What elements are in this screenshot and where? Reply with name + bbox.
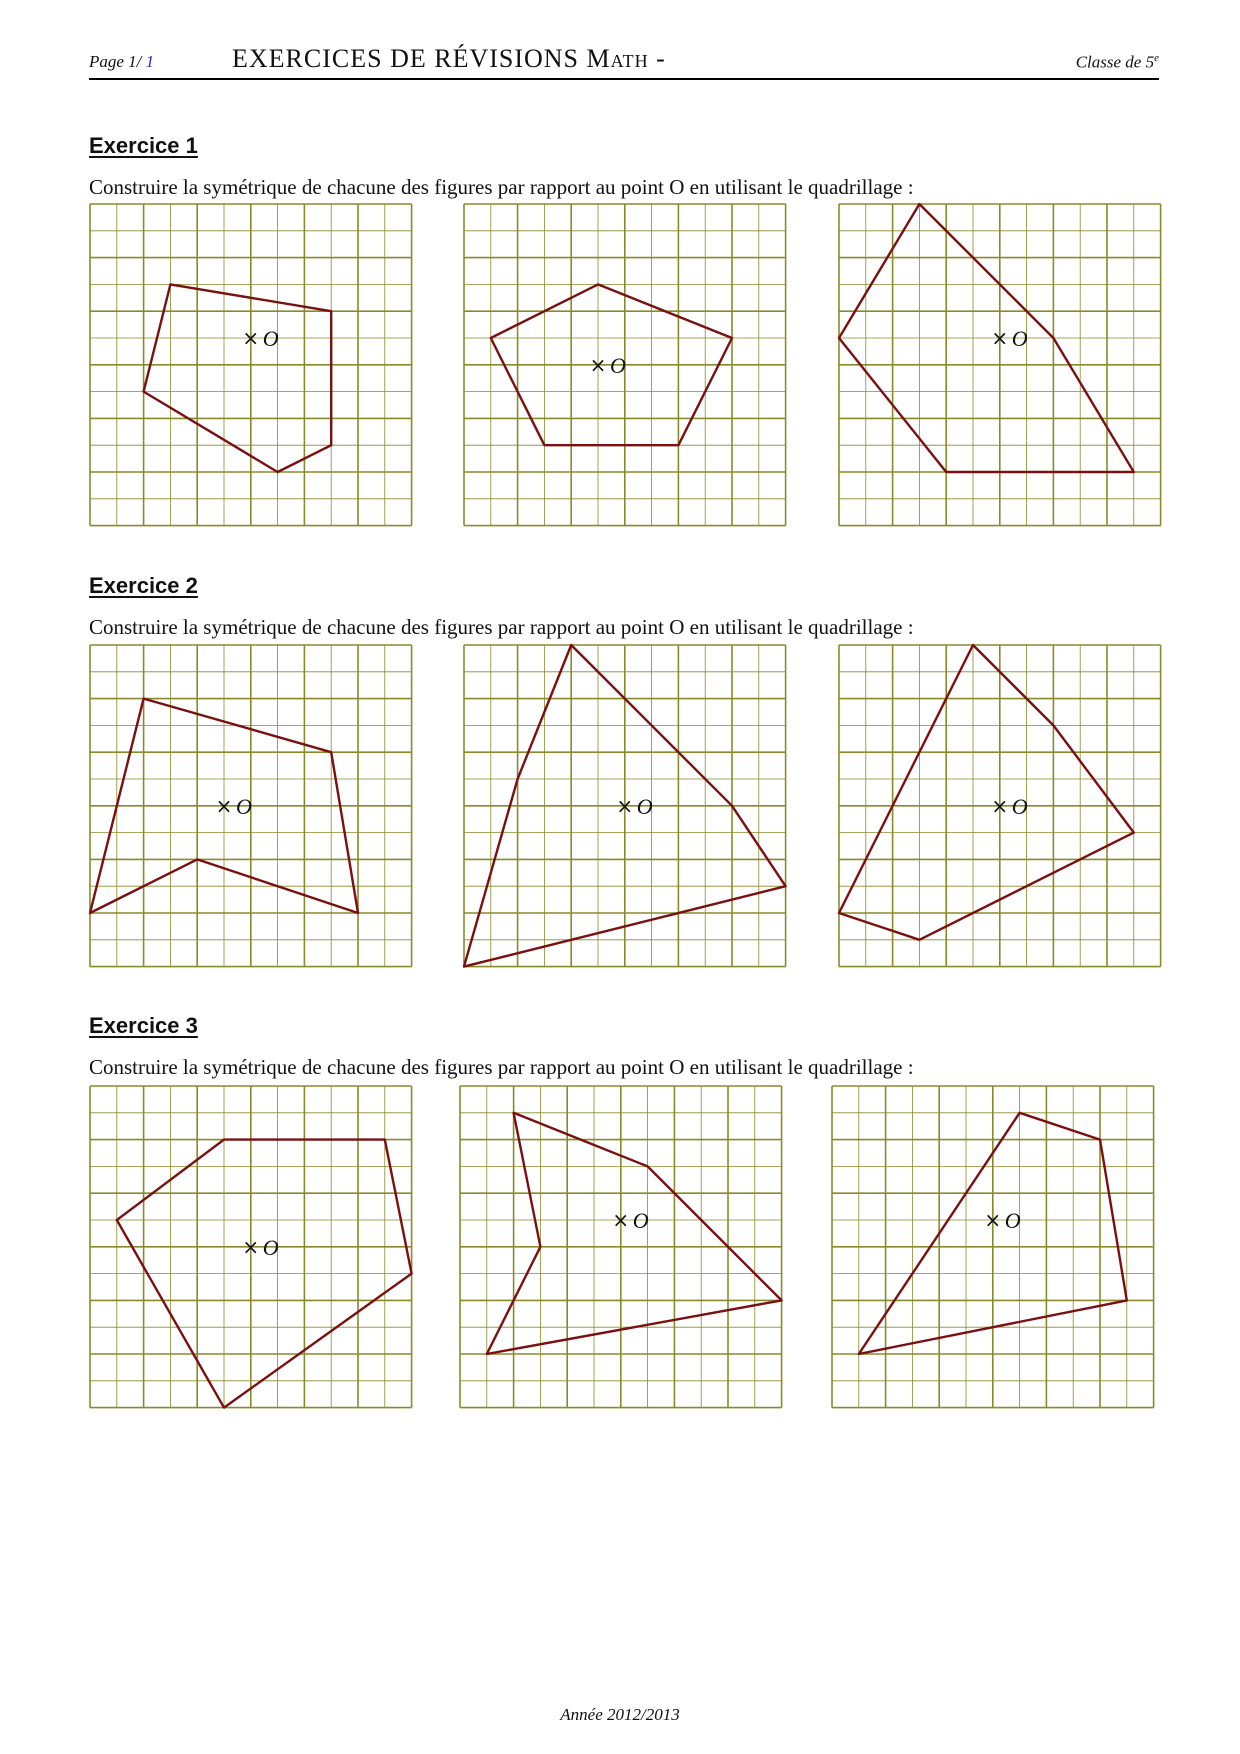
- exercise-2-instruction: Construire la symétrique de chacune des figures par rapport au point O en utilisant le quadrillage :: [89, 615, 914, 639]
- class-label: Classe de 5e: [1075, 52, 1159, 72]
- exercise-3-instruction: Construire la symétrique de chacune des figures par rapport au point O en utilisant le quadrillage :: [89, 1055, 914, 1079]
- center-point-cross-icon: ×: [215, 793, 233, 818]
- center-point-label: O: [262, 1234, 279, 1260]
- grid-figure-1: [89, 203, 413, 527]
- page-total-link[interactable]: 1: [145, 52, 155, 71]
- exercise-2-title: Exercice 2: [89, 573, 198, 598]
- grid-figure-9: [831, 1085, 1155, 1409]
- grid-figure-2: [463, 203, 787, 527]
- page-header: [89, 42, 1159, 78]
- center-point-label: O: [636, 793, 653, 819]
- center-point-label: O: [632, 1208, 649, 1233]
- page-number: Page 1/ 1: [89, 52, 155, 71]
- center-point-cross-icon: ×: [589, 352, 607, 377]
- exercise-1-title: Exercice 1: [89, 133, 198, 158]
- figure-polygon: [487, 1113, 782, 1354]
- center-point-label: O: [262, 326, 279, 351]
- figure-polygon: [839, 645, 1134, 940]
- grid-figure-3: [838, 203, 1162, 527]
- grid-figure-8: [459, 1085, 783, 1409]
- center-point-cross-icon: ×: [991, 326, 1009, 350]
- center-point-cross-icon: ×: [984, 1208, 1002, 1232]
- header-rule: [89, 78, 1159, 80]
- center-point-label: O: [236, 793, 252, 819]
- grid-figure-4: [89, 644, 413, 968]
- center-point-label: O: [1011, 326, 1028, 351]
- center-point-cross-icon: ×: [991, 793, 1009, 818]
- center-point-cross-icon: ×: [242, 1234, 260, 1259]
- center-point-cross-icon: ×: [242, 326, 260, 350]
- exercise-3-title: Exercice 3: [89, 1013, 198, 1038]
- center-point-label: O: [610, 352, 626, 378]
- center-point-cross-icon: ×: [616, 793, 634, 818]
- center-point-label: O: [1004, 1208, 1021, 1233]
- center-point-cross-icon: ×: [612, 1208, 630, 1232]
- grid-figure-5: [463, 644, 787, 968]
- footer-year: Année 2012/2013: [560, 1705, 680, 1724]
- center-point-label: O: [1011, 793, 1028, 819]
- exercise-1-instruction: Construire la symétrique de chacune des figures par rapport au point O en utilisant le quadrillage :: [89, 175, 914, 199]
- document-title: EXERCICES DE RÉVISIONS Math -: [232, 44, 666, 73]
- grid-figure-7: [89, 1085, 413, 1409]
- figure-polygon: [144, 284, 332, 472]
- grid-figure-6: [838, 644, 1162, 968]
